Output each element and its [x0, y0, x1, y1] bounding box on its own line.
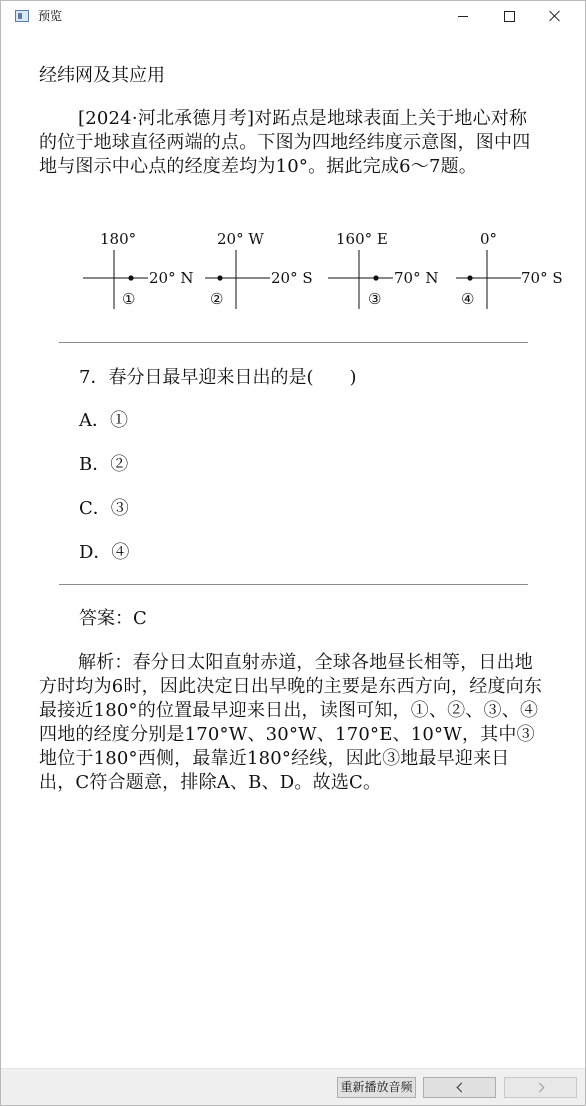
- close-icon: [549, 10, 561, 22]
- previous-button[interactable]: [423, 1077, 496, 1098]
- title-bar: [1, 1, 585, 31]
- explanation-paragraph: 解析：春分日太阳直射赤道，全球各地昼长相等，日出地方时均为6时，因此决定日出早晚的主要是东西方向，经度向东最接近180°的位置最早迎来日出，读图可知，①、②、③、④四地的经度分别是170°W、30°W、170°E、10°W，其中③地位于180°西侧，最靠近180°经线，因此③地最早迎来日出，C符合题意，排除A、B、D。故选C。: [39, 652, 543, 793]
- panel-3-right-label: 70° N: [394, 269, 439, 287]
- chevron-right-icon: [534, 1083, 544, 1093]
- option-a[interactable]: A．①: [79, 410, 128, 431]
- panel-2-number: ②: [210, 290, 224, 308]
- panel-2-top-label: 20° W: [217, 230, 264, 248]
- panel-3-number: ③: [368, 290, 382, 308]
- next-button[interactable]: [504, 1077, 577, 1098]
- bottom-toolbar: [1, 1068, 585, 1105]
- app-icon: [15, 10, 29, 22]
- divider: [59, 584, 528, 585]
- panel-2-right-label: 20° S: [271, 269, 313, 287]
- divider: [59, 342, 528, 343]
- close-button[interactable]: [532, 1, 578, 31]
- section-title: 经纬网及其应用: [39, 65, 165, 86]
- option-b[interactable]: B．②: [79, 454, 129, 475]
- answer-text: 答案：C: [79, 608, 147, 629]
- option-c[interactable]: C．③: [79, 498, 129, 519]
- minimize-button[interactable]: [440, 1, 486, 31]
- panel-1-right-label: 20° N: [149, 269, 194, 287]
- latitude-longitude-figure: [70, 227, 570, 313]
- panel-1-top-label: 180°: [100, 230, 137, 248]
- figure-panel-1: [83, 230, 193, 309]
- maximize-button[interactable]: [486, 1, 532, 31]
- panel-4-right-label: 70° S: [521, 269, 563, 287]
- content-area: [0, 31, 586, 1067]
- replay-audio-button[interactable]: 重新播放音频: [337, 1077, 416, 1098]
- panel-4-number: ④: [461, 290, 475, 308]
- panel-1-number: ①: [122, 290, 136, 308]
- window-title: 预览: [38, 9, 63, 23]
- figure-panel-4: [456, 230, 563, 309]
- figure-panel-3: [328, 230, 438, 309]
- minimize-icon: [458, 16, 468, 17]
- chevron-left-icon: [456, 1083, 466, 1093]
- intro-paragraph: [2024·河北承德月考]对跖点是地球表面上关于地心对称的位于地球直径两端的点。下图为四地经纬度示意图，图中四地与图示中心点的经度差均为10°。据此完成6～7题。: [39, 108, 531, 177]
- question-7: 7．春分日最早迎来日出的是( ): [79, 367, 357, 388]
- option-d[interactable]: D．④: [79, 542, 130, 563]
- figure-panel-2: [205, 230, 313, 309]
- maximize-icon: [504, 11, 515, 22]
- panel-3-top-label: 160° E: [336, 230, 388, 248]
- panel-4-top-label: 0°: [480, 230, 498, 248]
